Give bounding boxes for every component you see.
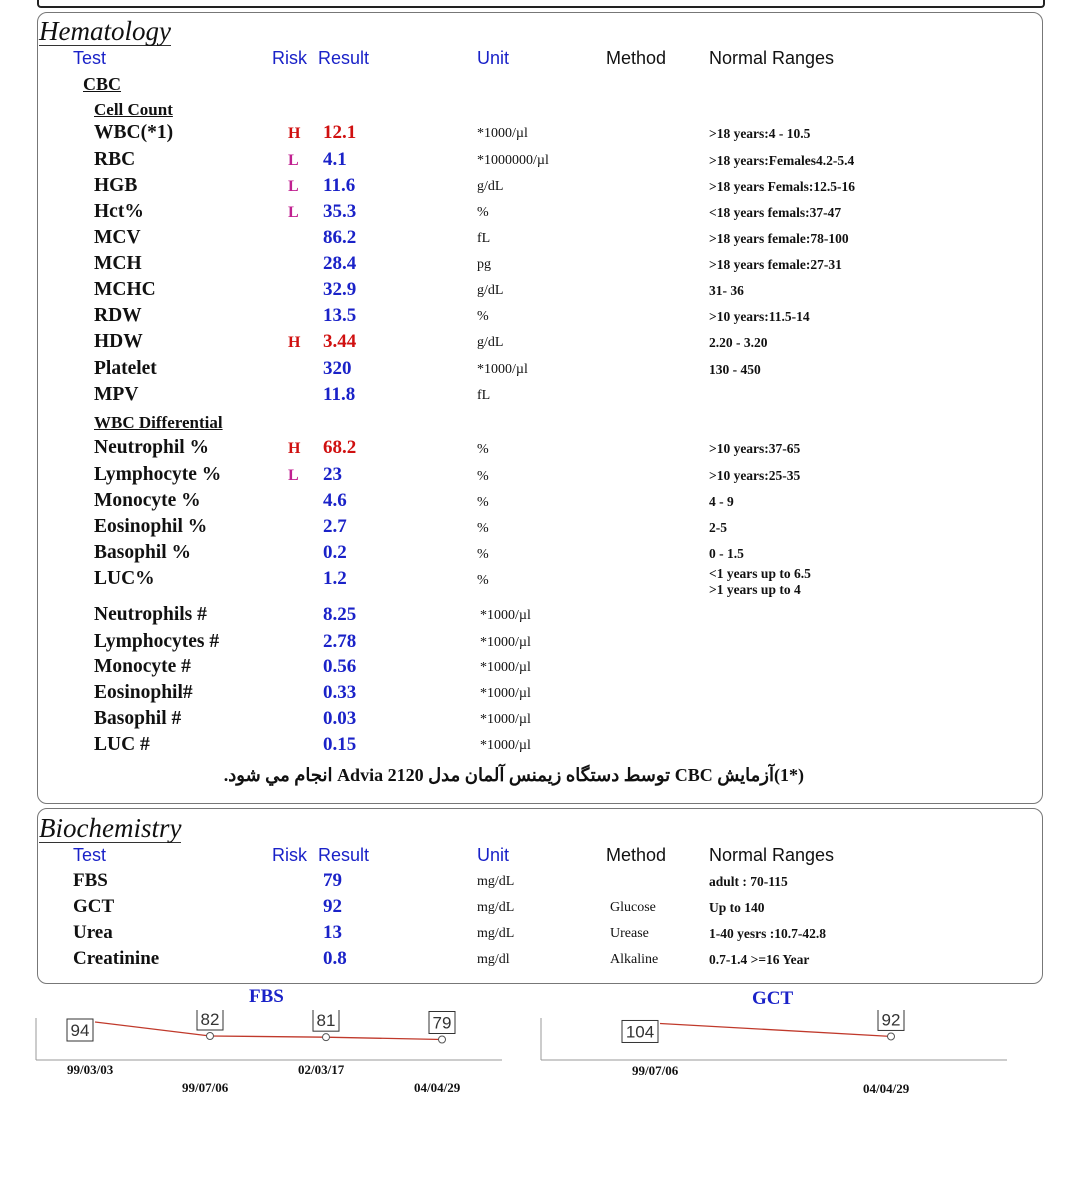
header-result: Result — [318, 48, 370, 68]
normal-range: 2.20 - 3.20 — [709, 335, 768, 350]
data-label: 104 — [625, 1022, 655, 1042]
result-value: 0.8 — [323, 948, 347, 969]
result-value: 23 — [323, 464, 342, 485]
result-value: 3.44 — [323, 331, 357, 352]
bio-header-method: Method — [606, 845, 667, 865]
x-tick-label: 02/03/17 — [298, 1062, 345, 1077]
normal-range: 1-40 yesrs :10.7-42.8 — [709, 926, 826, 941]
biochemistry-title: Biochemistry — [39, 813, 182, 843]
result-value: 86.2 — [323, 227, 357, 248]
hematology-title: Hematology — [39, 16, 171, 46]
x-tick-label: 99/07/06 — [632, 1063, 679, 1078]
unit-value: fL — [477, 231, 491, 246]
unit-value: *1000/µl — [477, 362, 528, 377]
normal-range: >10 years:11.5-14 — [709, 309, 810, 324]
test-name: Lymphocytes # — [94, 631, 220, 652]
test-name: Neutrophils # — [94, 604, 207, 625]
biochemistry-panel — [37, 808, 1043, 984]
top-border — [37, 0, 1045, 8]
normal-range: >18 years:Females4.2-5.4 — [709, 153, 855, 168]
data-label: 79 — [432, 1013, 452, 1033]
normal-range: 4 - 9 — [709, 494, 734, 509]
series-line-segment — [326, 1037, 442, 1039]
result-value: 35.3 — [323, 201, 357, 222]
test-name: Eosinophil % — [94, 516, 208, 537]
series-line-segment — [660, 1023, 891, 1036]
normal-range: <1 years up to 6.5 — [709, 566, 811, 581]
result-value: 0.03 — [323, 708, 357, 729]
trend-charts — [0, 1010, 1080, 1140]
data-label: 94 — [70, 1021, 90, 1040]
test-name: Urea — [73, 922, 113, 943]
header-method: Method — [606, 48, 667, 68]
normal-range-line2: >1 years up to 4 — [709, 582, 801, 597]
test-name: Neutrophil % — [94, 437, 210, 458]
risk-flag: L — [288, 467, 299, 484]
result-value: 79 — [323, 870, 342, 891]
x-tick-label: 99/07/06 — [182, 1080, 229, 1095]
test-name: Creatinine — [73, 948, 160, 969]
test-name: RBC — [94, 149, 136, 170]
result-value: 2.7 — [323, 516, 347, 537]
result-value: 0.2 — [323, 542, 347, 563]
test-name: HDW — [94, 331, 143, 352]
data-point — [323, 1034, 330, 1041]
data-point — [439, 1036, 446, 1043]
unit-value: g/dL — [477, 283, 504, 298]
normal-range: Up to 140 — [709, 900, 765, 915]
normal-range: <18 years femals:37-47 — [709, 205, 842, 220]
test-name: Basophil # — [94, 708, 182, 729]
result-value: 0.33 — [323, 682, 357, 703]
test-name: HGB — [94, 175, 138, 196]
result-value: 0.15 — [323, 734, 357, 755]
result-value: 11.8 — [323, 384, 356, 405]
gct-chart-title: GCT — [752, 988, 794, 1009]
data-label: 92 — [881, 1010, 901, 1030]
method-value: Alkaline — [610, 952, 659, 967]
risk-flag: H — [288, 440, 301, 457]
data-point — [207, 1033, 214, 1040]
unit-value: % — [477, 442, 489, 457]
test-name: FBS — [73, 870, 108, 891]
bio-header-test: Test — [73, 845, 107, 865]
test-name: Hct% — [94, 201, 144, 222]
unit-value: mg/dL — [477, 900, 515, 915]
test-name: Eosinophil# — [94, 682, 193, 703]
result-value: 92 — [323, 896, 342, 917]
test-name: MCHC — [94, 279, 156, 300]
bio-header-unit: Unit — [477, 845, 510, 865]
test-name: Basophil % — [94, 542, 191, 563]
test-name: GCT — [73, 896, 115, 917]
test-name: LUC% — [94, 568, 155, 589]
test-name: MPV — [94, 384, 139, 405]
result-value: 32.9 — [323, 279, 357, 300]
cbc-footnote: (*1)آزمایش CBC توسط دستگاه زیمنس آلمان مدل Advia 2120 انجام مي شود. — [223, 765, 804, 785]
series-line-segment — [210, 1036, 326, 1037]
result-value: 8.25 — [323, 604, 357, 625]
test-name: Lymphocyte % — [94, 464, 222, 485]
normal-range: >10 years:25-35 — [709, 468, 801, 483]
wbc-differential-label: WBC Differential — [94, 413, 223, 432]
unit-value: % — [477, 495, 489, 510]
header-test: Test — [73, 48, 107, 68]
unit-value: fL — [477, 388, 491, 403]
normal-range: >18 years female:78-100 — [709, 231, 849, 246]
unit-value: g/dL — [477, 179, 504, 194]
risk-flag: L — [288, 204, 299, 221]
bio-header-risk: Risk — [272, 845, 307, 865]
test-name: MCH — [94, 253, 142, 274]
unit-value: *1000/µl — [477, 126, 528, 141]
data-point — [888, 1033, 895, 1040]
risk-flag: H — [288, 125, 301, 142]
unit-value: % — [477, 469, 489, 484]
header-unit: Unit — [477, 48, 510, 68]
header-normal-ranges: Normal Ranges — [709, 48, 835, 68]
bio-header-normal-ranges: Normal Ranges — [709, 845, 835, 865]
x-tick-label: 99/03/03 — [67, 1062, 114, 1077]
test-name: MCV — [94, 227, 141, 248]
data-label: 82 — [200, 1010, 220, 1029]
unit-value: *1000/µl — [480, 660, 531, 675]
result-value: 0.56 — [323, 656, 357, 677]
test-name: Monocyte % — [94, 490, 201, 511]
header-risk: Risk — [272, 48, 307, 68]
x-tick-label: 04/04/29 — [863, 1081, 910, 1096]
normal-range: 31- 36 — [709, 283, 744, 298]
unit-value: *1000/µl — [480, 686, 531, 701]
result-value: 1.2 — [323, 568, 347, 589]
risk-flag: L — [288, 178, 299, 195]
normal-range: adult : 70-115 — [709, 874, 788, 889]
unit-value: % — [477, 573, 489, 588]
result-value: 13.5 — [323, 305, 357, 326]
unit-value: mg/dL — [477, 874, 515, 889]
unit-value: mg/dL — [477, 926, 515, 941]
data-label: 81 — [316, 1011, 336, 1031]
series-line-segment — [95, 1022, 210, 1036]
method-value: Glucose — [610, 900, 656, 915]
result-value: 320 — [323, 358, 352, 379]
test-name: RDW — [94, 305, 142, 326]
unit-value: *1000/µl — [480, 738, 531, 753]
result-value: 68.2 — [323, 437, 357, 458]
x-tick-label: 04/04/29 — [414, 1080, 461, 1095]
result-value: 12.1 — [323, 122, 357, 143]
result-value: 4.6 — [323, 490, 347, 511]
fbs-chart-title: FBS — [249, 986, 284, 1007]
method-value: Urease — [610, 926, 649, 941]
test-name: WBC(*1) — [94, 122, 174, 143]
normal-range: 2-5 — [709, 520, 727, 535]
result-value: 28.4 — [323, 253, 357, 274]
unit-value: g/dL — [477, 335, 504, 350]
cell-count-label: Cell Count — [94, 100, 173, 119]
risk-flag: H — [288, 334, 301, 351]
test-name: LUC # — [94, 734, 150, 755]
normal-range: >18 years Femals:12.5-16 — [709, 179, 856, 194]
unit-value: pg — [477, 257, 491, 272]
test-name: Platelet — [94, 358, 157, 379]
unit-value: % — [477, 547, 489, 562]
result-value: 11.6 — [323, 175, 356, 196]
unit-value: % — [477, 205, 489, 220]
bio-header-result: Result — [318, 845, 370, 865]
normal-range: >10 years:37-65 — [709, 441, 801, 456]
unit-value: *1000/µl — [480, 712, 531, 727]
unit-value: *1000000/µl — [477, 153, 549, 168]
normal-range: >18 years female:27-31 — [709, 257, 842, 272]
result-value: 4.1 — [323, 149, 347, 170]
normal-range: 0 - 1.5 — [709, 546, 744, 561]
unit-value: % — [477, 521, 489, 536]
unit-value: mg/dl — [477, 952, 510, 967]
cbc-label: CBC — [83, 74, 122, 94]
result-value: 13 — [323, 922, 342, 943]
normal-range: >18 years:4 - 10.5 — [709, 126, 811, 141]
unit-value: *1000/µl — [480, 608, 531, 623]
normal-range: 0.7-1.4 >=16 Year — [709, 952, 810, 967]
result-value: 2.78 — [323, 631, 357, 652]
normal-range: 130 - 450 — [709, 362, 761, 377]
unit-value: % — [477, 309, 489, 324]
test-name: Monocyte # — [94, 656, 191, 677]
risk-flag: L — [288, 152, 299, 169]
unit-value: *1000/µl — [480, 635, 531, 650]
